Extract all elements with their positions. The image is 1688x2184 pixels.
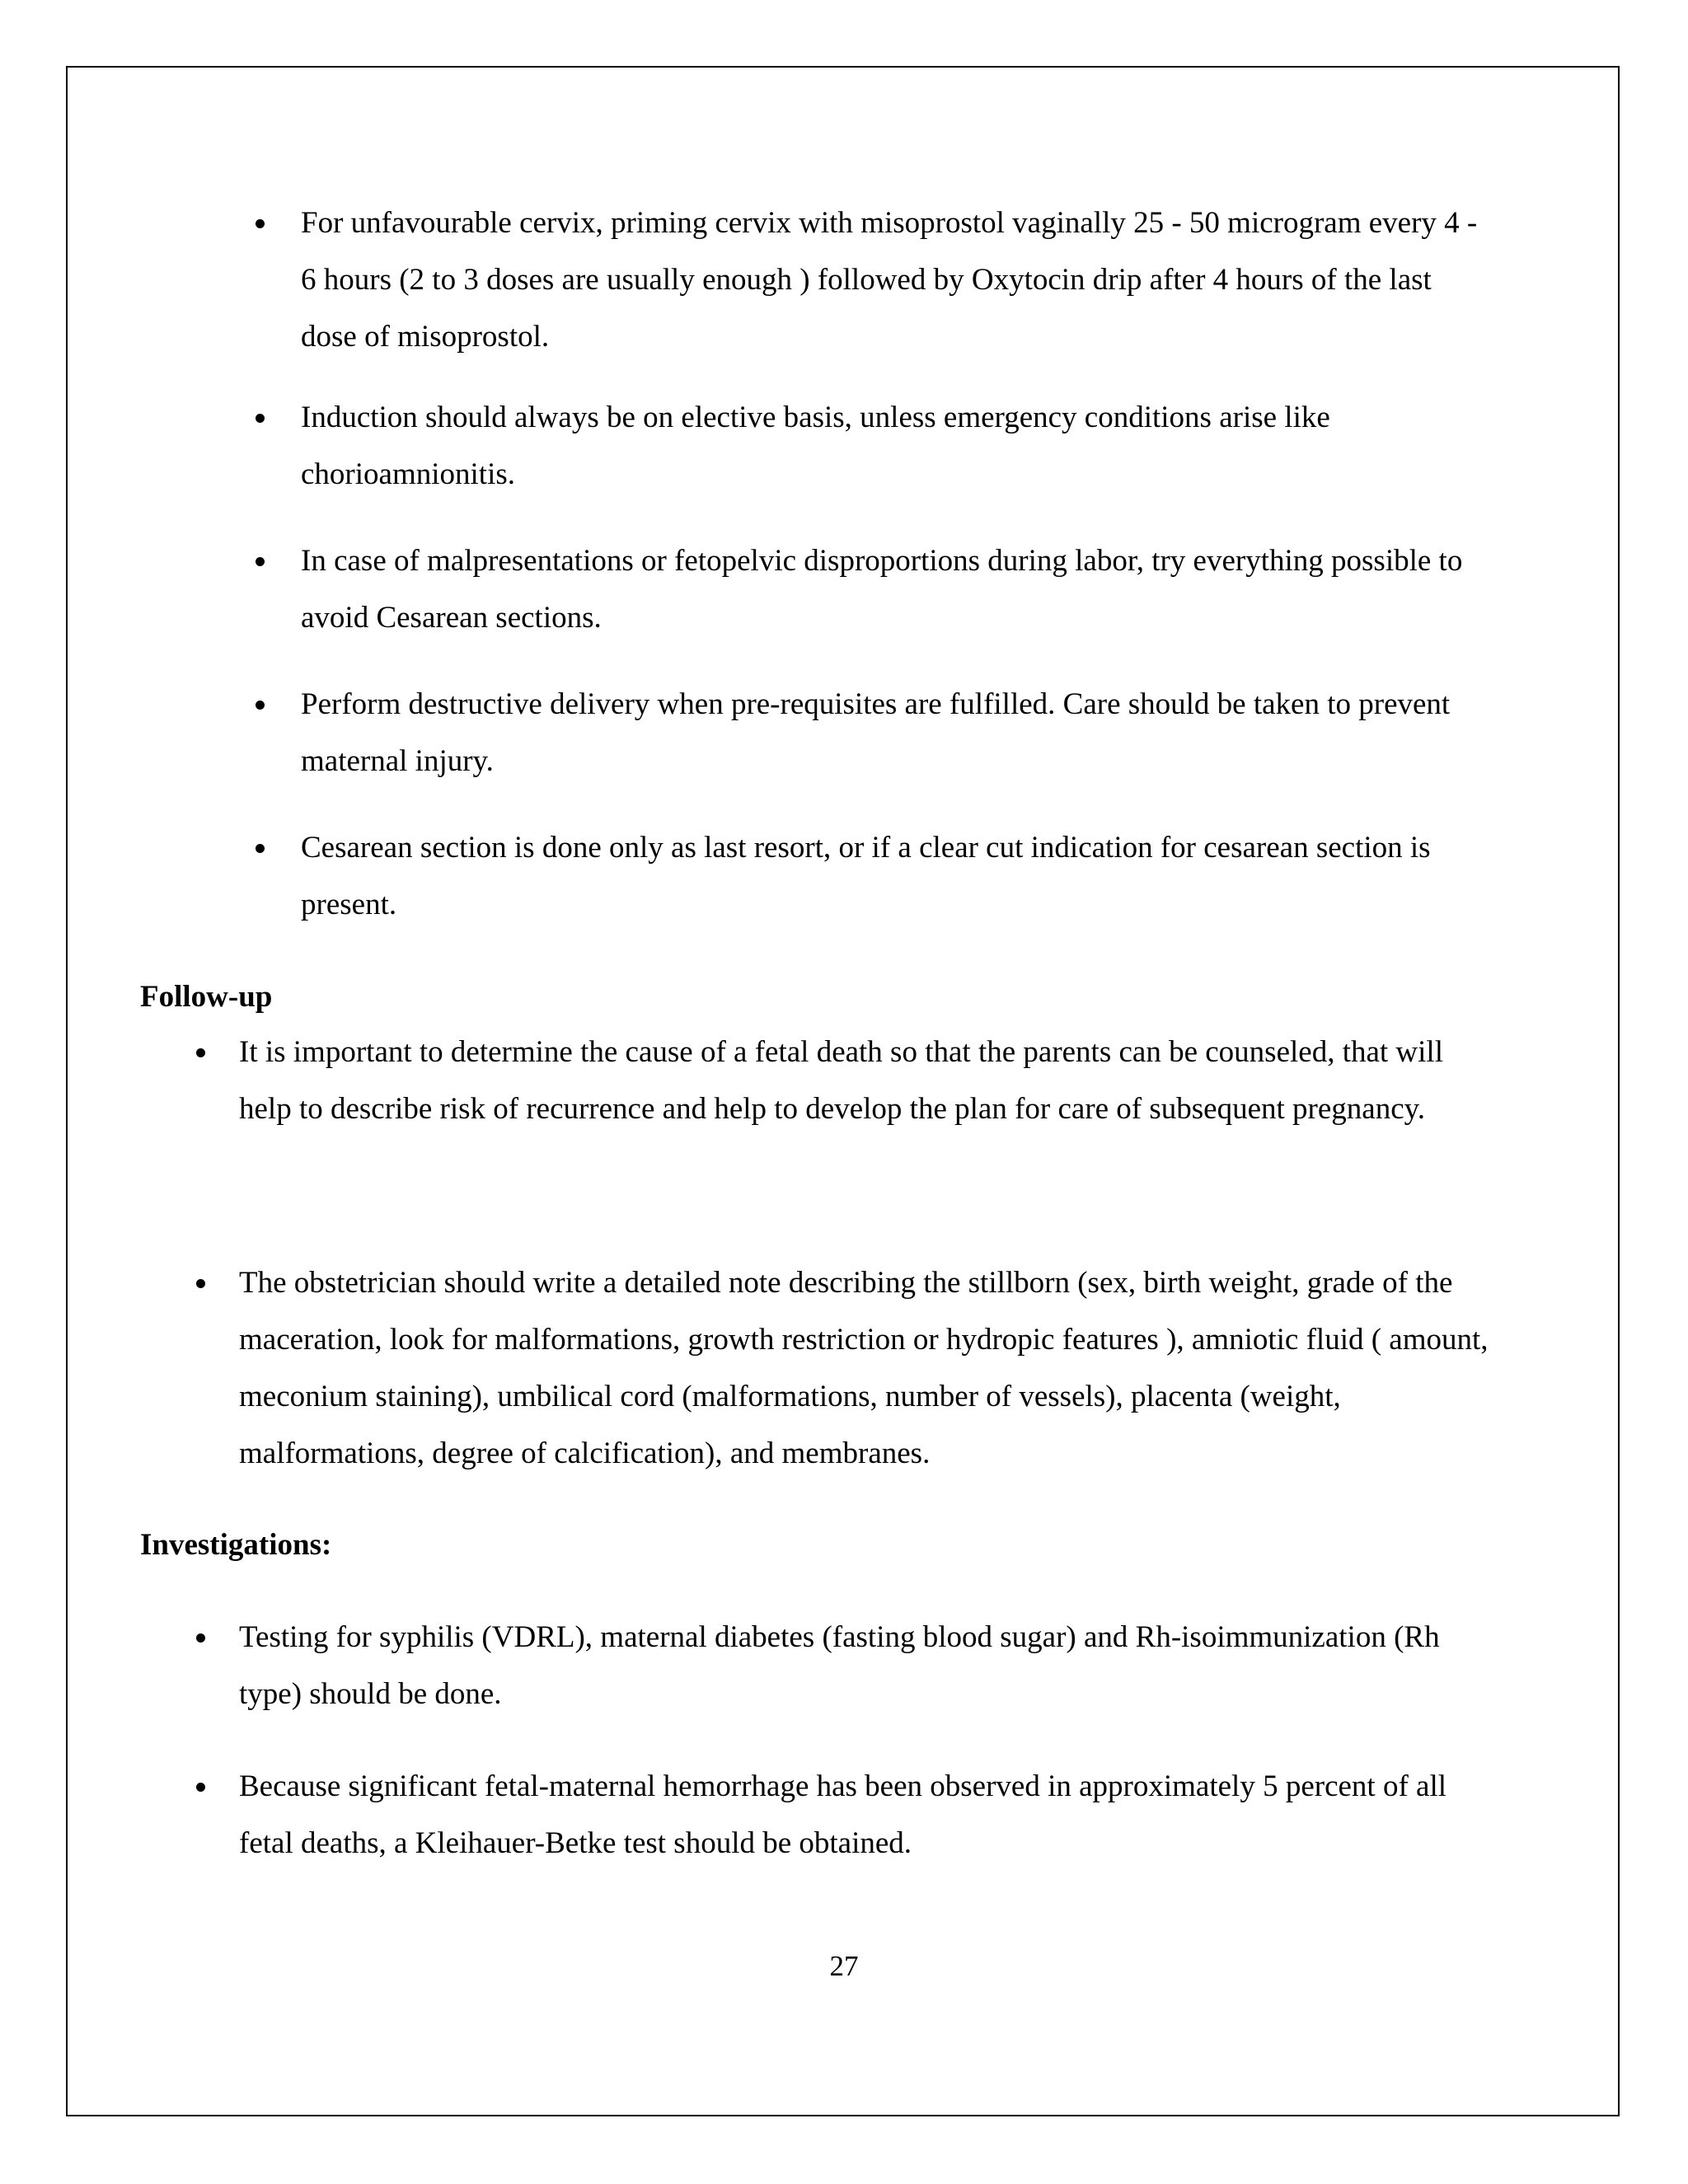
list-item [196, 1609, 1498, 1722]
list-item [256, 194, 1492, 365]
list-item [196, 1254, 1498, 1482]
list-item [256, 389, 1492, 503]
list-item [196, 1758, 1498, 1872]
list-item [256, 819, 1492, 933]
list-item-text: Cesarean section is done only as last resort, or if a clear cut indication for cesarean section is present. [301, 831, 1431, 921]
list-item-text: Perform destructive delivery when pre-requisites are fulfilled. Care should be taken to prevent maternal injury. [301, 687, 1451, 778]
list-item-text: Testing for syphilis (VDRL), maternal diabetes (fasting blood sugar) and Rh-isoimmunization (Rh type) should be done. [239, 1620, 1440, 1711]
section-heading-follow-up: Follow-up [140, 980, 273, 1014]
list-item-text: It is important to determine the cause of a fetal death so that the parents can be counseled, that will help to describe risk of recurrence and help to develop the plan for care of subsequent pregnancy. [239, 1035, 1443, 1126]
page-number: 27 [829, 1950, 859, 1982]
section-heading-investigations: Investigations: [140, 1528, 332, 1562]
list-item [256, 532, 1492, 646]
list-item-text: Because significant fetal-maternal hemorrhage has been observed in approximately 5 percent of all fetal deaths, a Kleihauer-Betke test should be obtained. [239, 1769, 1447, 1860]
list-item-text: In case of malpresentations or fetopelvic disproportions during labor, try everything possible to avoid Cesarean sections. [301, 544, 1463, 635]
list-item-text: Induction should always be on elective basis, unless emergency conditions arise like chorioamnionitis. [301, 401, 1330, 491]
list-item [196, 1024, 1498, 1137]
list-item-text: The obstetrician should write a detailed note describing the stillborn (sex, birth weight, grade of the maceration, look for malformations, growth restriction or hydropic features ), amniotic fluid ( amount, meconium staining), umbilical cord (malformations, number of vessels), placenta (weight, malformations, degree of calcification), and membranes. [239, 1266, 1489, 1470]
list-item [256, 676, 1492, 790]
list-item-text: For unfavourable cervix, priming cervix with misoprostol vaginally 25 - 50 microgram every 4 - 6 hours (2 to 3 doses are usually enough ) followed by Oxytocin drip after 4 hours of the last dose of misoprostol. [301, 206, 1478, 354]
